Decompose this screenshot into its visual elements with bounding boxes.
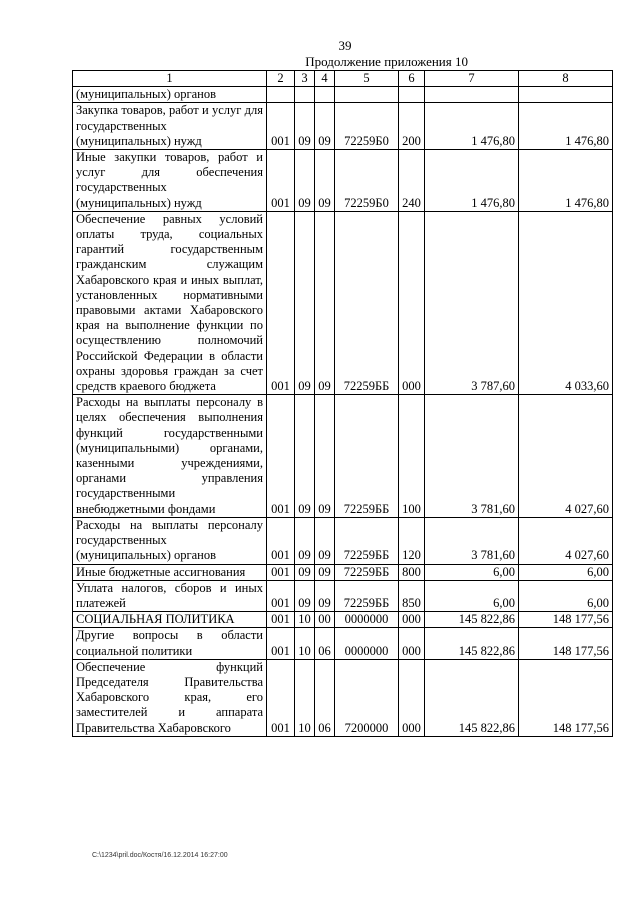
cell-amount-8: 4 033,60 [519, 211, 613, 394]
cell-subsection [315, 87, 335, 103]
row-name: (муниципальных) органов [73, 87, 267, 103]
table-row [73, 103, 613, 150]
table-row [73, 150, 613, 212]
table-row [73, 211, 613, 394]
cell-amount-7: 1 476,80 [425, 103, 519, 150]
cell-expense-type: 120 [399, 517, 425, 564]
column-header: 6 [399, 71, 425, 87]
row-name: Обеспечение функций Председателя Правительства Хабаровского края, его заместителей и аппарата Правительства Хабаровского [73, 659, 267, 736]
cell-target-article: 72259ББ [335, 395, 399, 518]
column-number-row [73, 71, 613, 87]
cell-expense-type: 100 [399, 395, 425, 518]
cell-amount-7: 145 822,86 [425, 628, 519, 659]
continuation-title: Продолжение приложения 10 [305, 54, 468, 69]
cell-amount-8: 4 027,60 [519, 517, 613, 564]
cell-ministry: 001 [267, 395, 295, 518]
cell-section: 10 [295, 659, 315, 736]
cell-target-article: 72259Б0 [335, 103, 399, 150]
cell-amount-7 [425, 87, 519, 103]
cell-ministry: 001 [267, 628, 295, 659]
cell-amount-7: 3 781,60 [425, 395, 519, 518]
cell-section: 09 [295, 564, 315, 580]
column-header: 1 [73, 71, 267, 87]
cell-ministry: 001 [267, 103, 295, 150]
cell-expense-type: 240 [399, 150, 425, 212]
cell-section: 09 [295, 580, 315, 611]
cell-target-article [335, 87, 399, 103]
cell-ministry: 001 [267, 150, 295, 212]
cell-expense-type: 000 [399, 612, 425, 628]
cell-amount-7: 3 781,60 [425, 517, 519, 564]
row-name: Обеспечение равных условий оплаты труда, социальных гарантий государственным гражданским служащим Хабаровского края и иных выплат, установленных нормативными правовыми актами Хабаровского края на выполнение функции по осуществлению полномочий Российской Федерации в области охраны здоровья граждан за счет средств краевого бюджета [73, 211, 267, 394]
column-header: 4 [315, 71, 335, 87]
cell-target-article: 72259ББ [335, 517, 399, 564]
cell-target-article: 72259ББ [335, 564, 399, 580]
cell-subsection: 09 [315, 103, 335, 150]
cell-expense-type: 000 [399, 628, 425, 659]
column-header: 8 [519, 71, 613, 87]
row-name: Другие вопросы в области социальной политики [73, 628, 267, 659]
row-name: Иные закупки товаров, работ и услуг для обеспечения государственных (муниципальных) нужд [73, 150, 267, 212]
cell-amount-8: 148 177,56 [519, 659, 613, 736]
cell-subsection: 09 [315, 150, 335, 212]
table-row [73, 628, 613, 659]
cell-amount-7: 3 787,60 [425, 211, 519, 394]
column-header: 2 [267, 71, 295, 87]
row-name: Расходы на выплаты персоналу в целях обеспечения выполнения функций государственными (муниципальными) органами, казенными учреждениями, органами управления государственными внебюджетными фондами [73, 395, 267, 518]
table-row [73, 659, 613, 736]
row-name: Закупка товаров, работ и услуг для государственных (муниципальных) нужд [73, 103, 267, 150]
cell-subsection: 09 [315, 580, 335, 611]
row-name: Расходы на выплаты персоналу государственных (муниципальных) органов [73, 517, 267, 564]
page-number: 39 [338, 38, 352, 53]
cell-section [295, 87, 315, 103]
cell-ministry: 001 [267, 659, 295, 736]
cell-target-article: 0000000 [335, 612, 399, 628]
cell-subsection: 09 [315, 211, 335, 394]
cell-target-article: 72259Б0 [335, 150, 399, 212]
row-name: Иные бюджетные ассигнования [73, 564, 267, 580]
cell-amount-8 [519, 87, 613, 103]
cell-amount-7: 6,00 [425, 580, 519, 611]
cell-amount-7: 1 476,80 [425, 150, 519, 212]
column-header: 5 [335, 71, 399, 87]
cell-subsection: 09 [315, 564, 335, 580]
table-row [73, 564, 613, 580]
table-row [73, 612, 613, 628]
cell-target-article: 7200000 [335, 659, 399, 736]
table-row [73, 517, 613, 564]
budget-table [72, 70, 613, 737]
cell-amount-7: 145 822,86 [425, 659, 519, 736]
cell-subsection: 06 [315, 659, 335, 736]
cell-section: 09 [295, 150, 315, 212]
cell-ministry: 001 [267, 211, 295, 394]
table-row [73, 580, 613, 611]
cell-section: 10 [295, 612, 315, 628]
cell-expense-type: 000 [399, 211, 425, 394]
cell-section: 09 [295, 517, 315, 564]
cell-section: 10 [295, 628, 315, 659]
cell-amount-8: 6,00 [519, 564, 613, 580]
table-row [73, 395, 613, 518]
cell-section: 09 [295, 103, 315, 150]
cell-subsection: 09 [315, 517, 335, 564]
cell-amount-8: 1 476,80 [519, 150, 613, 212]
column-header: 7 [425, 71, 519, 87]
cell-target-article: 0000000 [335, 628, 399, 659]
cell-amount-8: 4 027,60 [519, 395, 613, 518]
cell-amount-8: 148 177,56 [519, 628, 613, 659]
cell-section: 09 [295, 211, 315, 394]
cell-section: 09 [295, 395, 315, 518]
table-row [73, 87, 613, 103]
cell-ministry: 001 [267, 564, 295, 580]
row-name: Уплата налогов, сборов и иных платежей [73, 580, 267, 611]
cell-subsection: 09 [315, 395, 335, 518]
cell-target-article: 72259ББ [335, 211, 399, 394]
cell-amount-7: 6,00 [425, 564, 519, 580]
cell-amount-8: 6,00 [519, 580, 613, 611]
cell-ministry: 001 [267, 517, 295, 564]
row-name: СОЦИАЛЬНАЯ ПОЛИТИКА [73, 612, 267, 628]
cell-expense-type: 000 [399, 659, 425, 736]
cell-ministry: 001 [267, 580, 295, 611]
cell-ministry [267, 87, 295, 103]
column-header: 3 [295, 71, 315, 87]
file-path-footer: C:\1234\pril.doc/Костя/16.12.2014 16:27:00 [92, 852, 228, 859]
cell-subsection: 06 [315, 628, 335, 659]
cell-expense-type: 850 [399, 580, 425, 611]
cell-amount-7: 145 822,86 [425, 612, 519, 628]
cell-expense-type: 200 [399, 103, 425, 150]
cell-ministry: 001 [267, 612, 295, 628]
cell-amount-8: 148 177,56 [519, 612, 613, 628]
cell-expense-type [399, 87, 425, 103]
cell-subsection: 00 [315, 612, 335, 628]
cell-amount-8: 1 476,80 [519, 103, 613, 150]
cell-target-article: 72259ББ [335, 580, 399, 611]
cell-expense-type: 800 [399, 564, 425, 580]
